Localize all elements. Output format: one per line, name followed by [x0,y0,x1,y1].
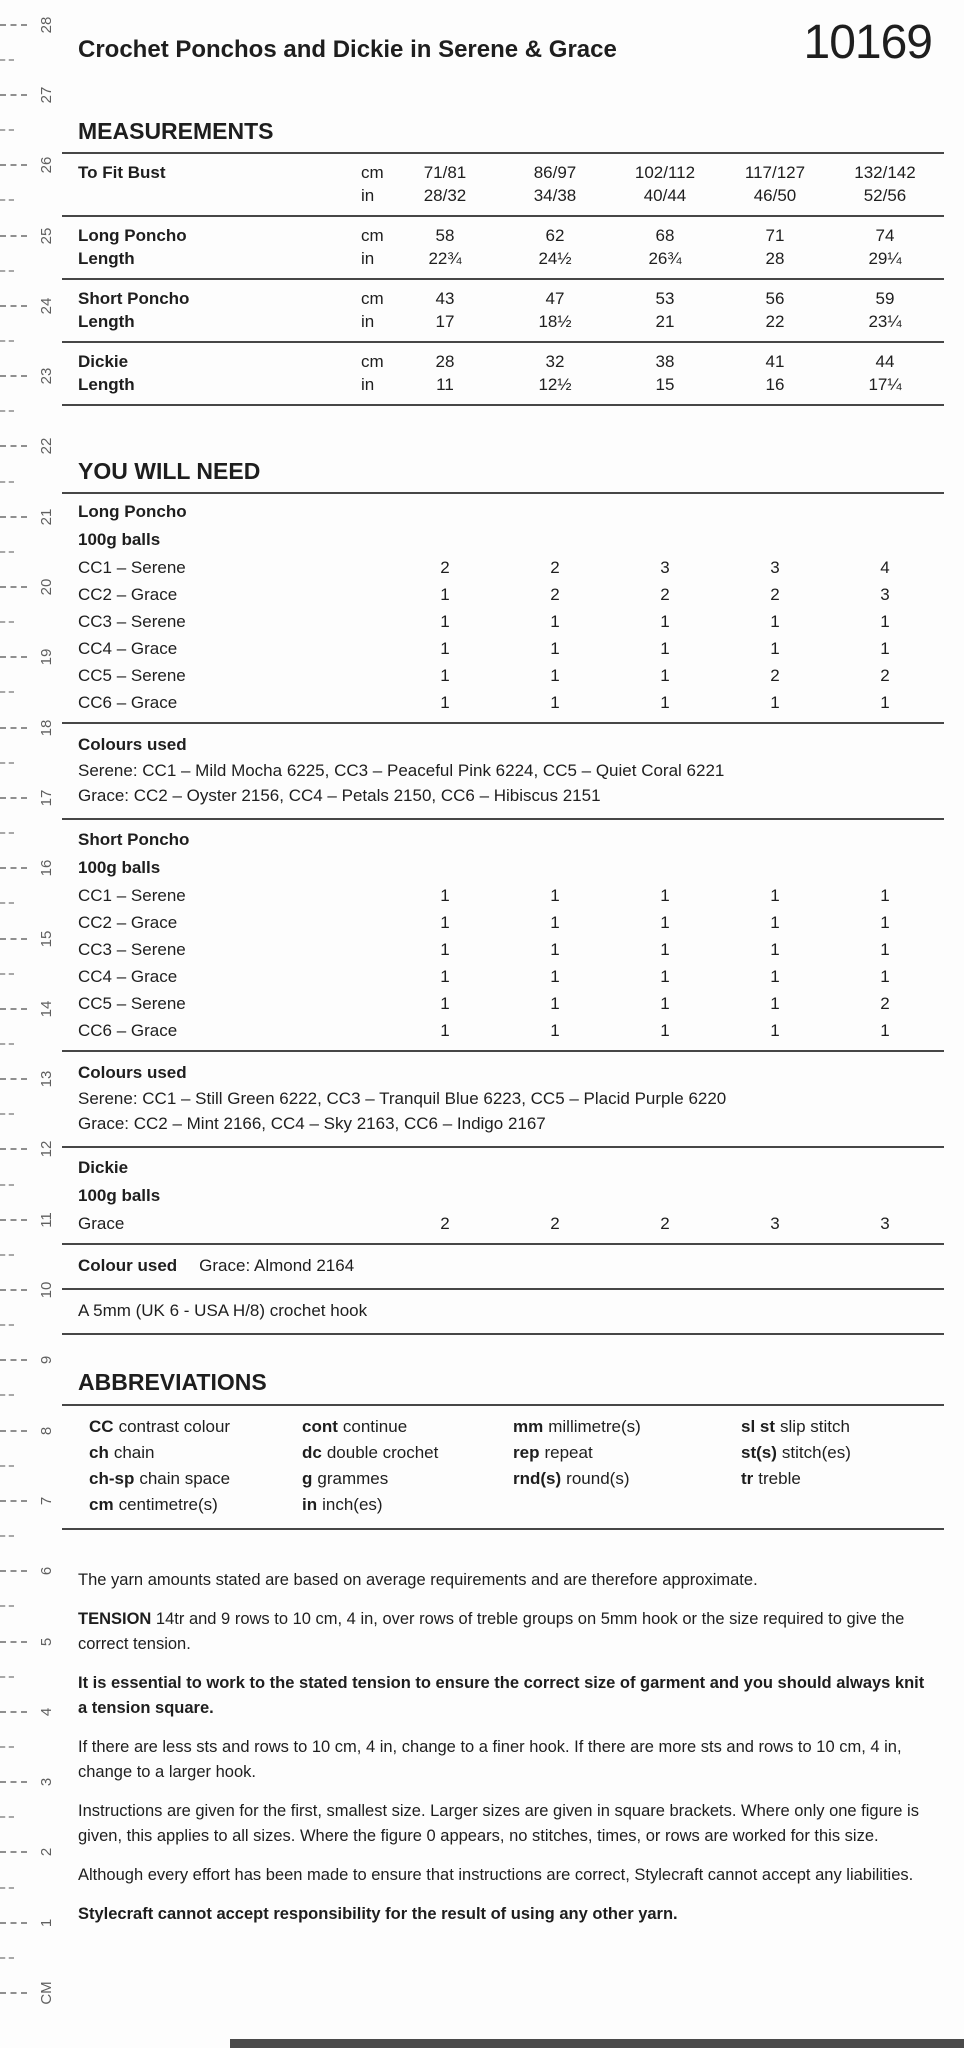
ruler-major-tick [0,586,27,588]
divider [62,1333,944,1335]
abbreviation-item: g grammes [302,1469,389,1489]
ruler-minor-tick [0,1676,14,1678]
ruler-number-label: 10 [38,1281,55,1299]
unit-cell: cm in [361,163,384,206]
colour-used-heading: Colour used [78,1256,178,1276]
table-row: CC3 – Serene 1 1 1 1 1 [62,608,944,635]
value-cell: 32 12½ [538,352,572,395]
abbreviation-item: mm millimetre(s) [513,1417,641,1437]
ruler-number-label: 23 [38,367,55,385]
row-label-line2: Length [78,249,135,269]
tension-label: TENSION [78,1610,152,1629]
ruler-number-label: 6 [38,1567,55,1576]
colours-used-heading: Colours used [78,1063,187,1083]
colours-line: Grace: CC2 – Oyster 2156, CC4 – Petals 2150, CC6 – Hibiscus 2151 [78,786,601,806]
abbreviation-item: rep repeat [513,1443,593,1463]
divider [62,1528,944,1530]
short-poncho-section [62,826,944,1148]
abbreviation-item: dc double crochet [302,1443,439,1463]
yarn-label: CC2 – Grace [78,913,178,933]
ruler-major-tick [0,1500,27,1502]
ruler-minor-tick [0,1887,14,1889]
garment-title: Short Poncho [78,830,190,850]
colour-used-row [78,1251,944,1282]
abbreviations-grid [62,1406,944,1528]
ruler-number-label: 2 [38,1848,55,1857]
abbreviations-column [741,1414,944,1518]
colours-line: Grace: CC2 – Mint 2166, CC4 – Sky 2163, CC6 – Indigo 2167 [78,1114,546,1134]
abbreviation-item: ch chain [89,1443,155,1463]
ruler-major-tick [0,1641,27,1643]
ruler-major-tick [0,727,27,729]
abbreviation-item: sl st slip stitch [741,1417,850,1437]
yarn-label: CC4 – Grace [78,639,178,659]
yarn-label: CC3 – Serene [78,612,186,632]
colours-line: Serene: CC1 – Still Green 6222, CC3 – Tranquil Blue 6223, CC5 – Placid Purple 6220 [78,1089,727,1109]
value-cell: 28 11 [435,352,455,395]
hook-change-note: If there are less sts and rows to 10 cm, 4 in, change to a finer hook. If there are more sts and rows to 10 cm, 4 in, change to a larger hook. [78,1738,902,1782]
abbreviations-column [513,1414,741,1518]
ruler-number-label: 28 [38,16,55,33]
row-label-line2: Length [78,375,135,395]
ruler-unit-label: CM [38,1981,55,2005]
ruler-minor-tick [0,340,14,342]
ruler-number-label: 19 [38,648,55,666]
ruler-major-tick [0,1570,27,1572]
value-cell: 86/97 34/38 [533,163,577,206]
colours-used-block [78,730,944,812]
ruler-minor-tick [0,621,14,623]
ruler-minor-tick [0,762,14,764]
ruler-major-tick [0,24,27,26]
abbreviation-item: cm centimetre(s) [89,1495,218,1515]
ruler-minor-tick [0,481,14,483]
ruler-minor-tick [0,973,14,975]
ruler-major-tick [0,235,27,237]
balls-subtitle: 100g balls [78,530,161,550]
yarn-label: CC1 – Serene [78,558,186,578]
yarn-label: CC5 – Serene [78,666,186,686]
divider [62,492,944,494]
ruler-minor-tick [0,1324,14,1326]
abbreviation-item: tr treble [741,1469,801,1489]
tension-note: TENSION 14tr and 9 rows to 10 cm, 4 in, over rows of treble groups on 5mm hook or the size required to give the correct tension. [78,1610,905,1654]
measurements-table [62,154,944,406]
ruler-number-label: 26 [38,156,55,174]
ruler-minor-tick [0,59,14,61]
ruler-number-label: 15 [38,930,55,947]
ruler-major-tick [0,797,27,799]
ruler-minor-tick [0,129,14,131]
ruler-minor-tick [0,1465,14,1467]
ruler-major-tick [0,1008,27,1010]
sizes-note: Instructions are given for the first, smallest size. Larger sizes are given in square brackets. Where only one figure is given, this applies to all sizes. Where the figure 0 appears, no stitches, times, or rows are worked for this size. [78,1802,919,1846]
ruler-minor-tick [0,1254,14,1256]
table-row: CC1 – Serene 2 2 3 3 4 [62,554,944,581]
notes-section [78,1568,938,1927]
ruler-number-label: 18 [38,719,55,736]
table-row [62,217,944,278]
ruler-major-tick [0,1992,27,1994]
yarn-label: CC4 – Grace [78,967,178,987]
yarn-label: Grace [78,1214,125,1234]
divider [62,404,944,406]
ruler-major-tick [0,656,27,658]
ruler-minor-tick [0,1816,14,1818]
ruler-minor-tick [0,902,14,904]
ruler-major-tick [0,1851,27,1853]
colours-used-block [78,1058,944,1140]
ruler-number-label: 1 [38,1918,55,1927]
measurements-heading: MEASUREMENTS [78,118,274,145]
ruler-minor-tick [0,551,14,553]
yarn-amounts-note: The yarn amounts stated are based on average requirements and are therefore approximate. [78,1571,758,1590]
ruler-number-label: 4 [38,1707,55,1716]
abbreviation-item: cont continue [302,1417,408,1437]
ruler-number-label: 17 [38,789,55,807]
value-cell: 74 29¼ [868,226,902,269]
yarn-label: CC6 – Grace [78,1021,178,1041]
ruler-number-label: 9 [38,1356,55,1365]
abbreviation-item: st(s) stitch(es) [741,1443,851,1463]
ruler-number-label: 3 [38,1777,55,1787]
value-cell: 44 17¼ [868,352,902,395]
ruler-minor-tick [0,1043,14,1045]
scan-edge-shadow [230,2039,964,2048]
liability-note: Although every effort has been made to ensure that instructions are correct, Stylecraft cannot accept any liabilities. [78,1866,914,1885]
ruler-number-label: 21 [38,508,55,526]
table-row: CC4 – Grace 1 1 1 1 1 [62,963,944,990]
table-row: CC2 – Grace 1 2 2 2 3 [62,581,944,608]
ruler-number-label: 25 [38,227,55,244]
value-cell: 47 18½ [538,289,572,332]
value-cell: 132/142 52/56 [854,163,916,206]
table-row: CC1 – Serene 1 1 1 1 1 [62,882,944,909]
hook-line: A 5mm (UK 6 - USA H/8) crochet hook [78,1301,368,1321]
table-row [62,154,944,215]
ruler-minor-tick [0,270,14,272]
table-row: CC4 – Grace 1 1 1 1 1 [62,635,944,662]
ruler-minor-tick [0,691,14,693]
ruler-minor-tick [0,1535,14,1537]
essential-tension-note: It is essential to work to the stated tension to ensure the correct size of garment and you should always knit a tension square. [78,1674,925,1718]
table-row: CC5 – Serene 1 1 1 1 2 [62,990,944,1017]
page-header [62,18,944,68]
ruler-number-label: 5 [38,1637,55,1646]
abbreviations-column [302,1414,513,1518]
yarn-label: CC2 – Grace [78,585,178,605]
ruler-major-tick [0,375,27,377]
ruler-minor-tick [0,1394,14,1396]
page-content [62,0,944,1941]
value-cell: 71/81 28/32 [423,163,467,206]
table-row: Grace 2 2 2 3 3 [62,1210,944,1237]
value-cell: 41 16 [765,352,785,395]
ruler-major-tick [0,1781,27,1783]
table-row: CC6 – Grace 1 1 1 1 1 [62,689,944,716]
ruler-major-tick [0,164,27,166]
abbreviation-item: in inch(es) [302,1495,383,1515]
ruler-number-label: 12 [38,1141,55,1158]
ruler-major-tick [0,1711,27,1713]
ruler-major-tick [0,1922,27,1924]
ruler-number-label: 7 [38,1496,55,1506]
other-yarn-warning: Stylecraft cannot accept responsibility for the result of using any other yarn. [78,1905,678,1924]
ruler-major-tick [0,1148,27,1150]
unit-cell: cm in [361,226,384,269]
table-row [62,280,944,341]
garment-title: Dickie [78,1158,129,1178]
ruler-major-tick [0,1078,27,1080]
ruler-number-label: 8 [38,1426,55,1435]
ruler-minor-tick [0,1184,14,1186]
ruler-minor-tick [0,410,14,412]
abbreviation-item: rnd(s) round(s) [513,1469,630,1489]
colour-used-value: Grace: Almond 2164 [199,1256,355,1276]
balls-subtitle: 100g balls [78,858,161,878]
value-cell: 53 21 [655,289,675,332]
ruler-number-label: 14 [38,1000,55,1018]
ruler-major-tick [0,445,27,447]
table-row: CC5 – Serene 1 1 1 2 2 [62,662,944,689]
ruler-minor-tick [0,1957,14,1959]
garment-title: Long Poncho [78,502,187,522]
ruler-minor-tick [0,1113,14,1115]
ruler-minor-tick [0,199,14,201]
ruler [0,0,60,2048]
ruler-major-tick [0,1219,27,1221]
ruler-minor-tick [0,832,14,834]
colours-used-heading: Colours used [78,735,187,755]
divider [62,1243,944,1245]
table-row [62,343,944,404]
value-cell: 38 15 [655,352,675,395]
row-label: Long Poncho [78,226,187,246]
yarn-label: CC6 – Grace [78,693,178,713]
yarn-label: CC5 – Serene [78,994,186,1014]
row-label-line2: Length [78,312,135,332]
ruler-number-label: 22 [38,438,55,455]
value-cell: 58 22¾ [428,226,462,269]
yarn-label: CC3 – Serene [78,940,186,960]
value-cell: 117/127 46/50 [744,163,806,206]
ruler-major-tick [0,1359,27,1361]
abbreviation-item: CC contrast colour [89,1417,231,1437]
divider [62,1288,944,1290]
ruler-major-tick [0,867,27,869]
table-row: CC6 – Grace 1 1 1 1 1 [62,1017,944,1044]
balls-subtitle: 100g balls [78,1186,161,1206]
row-label: Dickie [78,352,129,372]
ruler-major-tick [0,94,27,96]
ruler-minor-tick [0,1746,14,1748]
ruler-major-tick [0,1289,27,1291]
pattern-number: 10169 [803,16,932,69]
ruler-major-tick [0,938,27,940]
row-label: Short Poncho [78,289,190,309]
dickie-section [62,1154,944,1335]
divider [62,818,944,820]
ruler-number-label: 27 [38,86,55,104]
unit-cell: cm in [361,352,384,395]
row-label: To Fit Bust [78,163,166,183]
ruler-number-label: 16 [38,859,55,877]
ruler-number-label: 11 [38,1211,55,1228]
page-title: Crochet Ponchos and Dickie in Serene & Grace [78,36,617,63]
value-cell: 59 23¼ [868,289,902,332]
ruler-major-tick [0,1430,27,1432]
abbreviations-column [89,1414,302,1518]
divider [62,1050,944,1052]
long-poncho-section [62,498,944,820]
value-cell: 43 17 [435,289,455,332]
ruler-number-label: 13 [38,1070,55,1088]
yarn-label: CC1 – Serene [78,886,186,906]
ruler-major-tick [0,305,27,307]
ruler-number-label: 24 [38,297,55,315]
you-will-need-heading: YOU WILL NEED [78,458,261,485]
divider [62,722,944,724]
value-cell: 102/112 40/44 [634,163,696,206]
unit-cell: cm in [361,289,384,332]
value-cell: 62 24½ [538,226,572,269]
ruler-major-tick [0,516,27,518]
value-cell: 68 26¾ [648,226,682,269]
abbreviation-item: ch-sp chain space [89,1469,231,1489]
table-row: CC3 – Serene 1 1 1 1 1 [62,936,944,963]
abbreviations-heading: ABBREVIATIONS [78,1369,267,1396]
ruler-number-label: 20 [38,578,55,596]
ruler-minor-tick [0,1605,14,1607]
value-cell: 56 22 [765,289,785,332]
divider [62,1146,944,1148]
table-row: CC2 – Grace 1 1 1 1 1 [62,909,944,936]
value-cell: 71 28 [765,226,785,269]
colours-line: Serene: CC1 – Mild Mocha 6225, CC3 – Peaceful Pink 6224, CC5 – Quiet Coral 6221 [78,761,725,781]
